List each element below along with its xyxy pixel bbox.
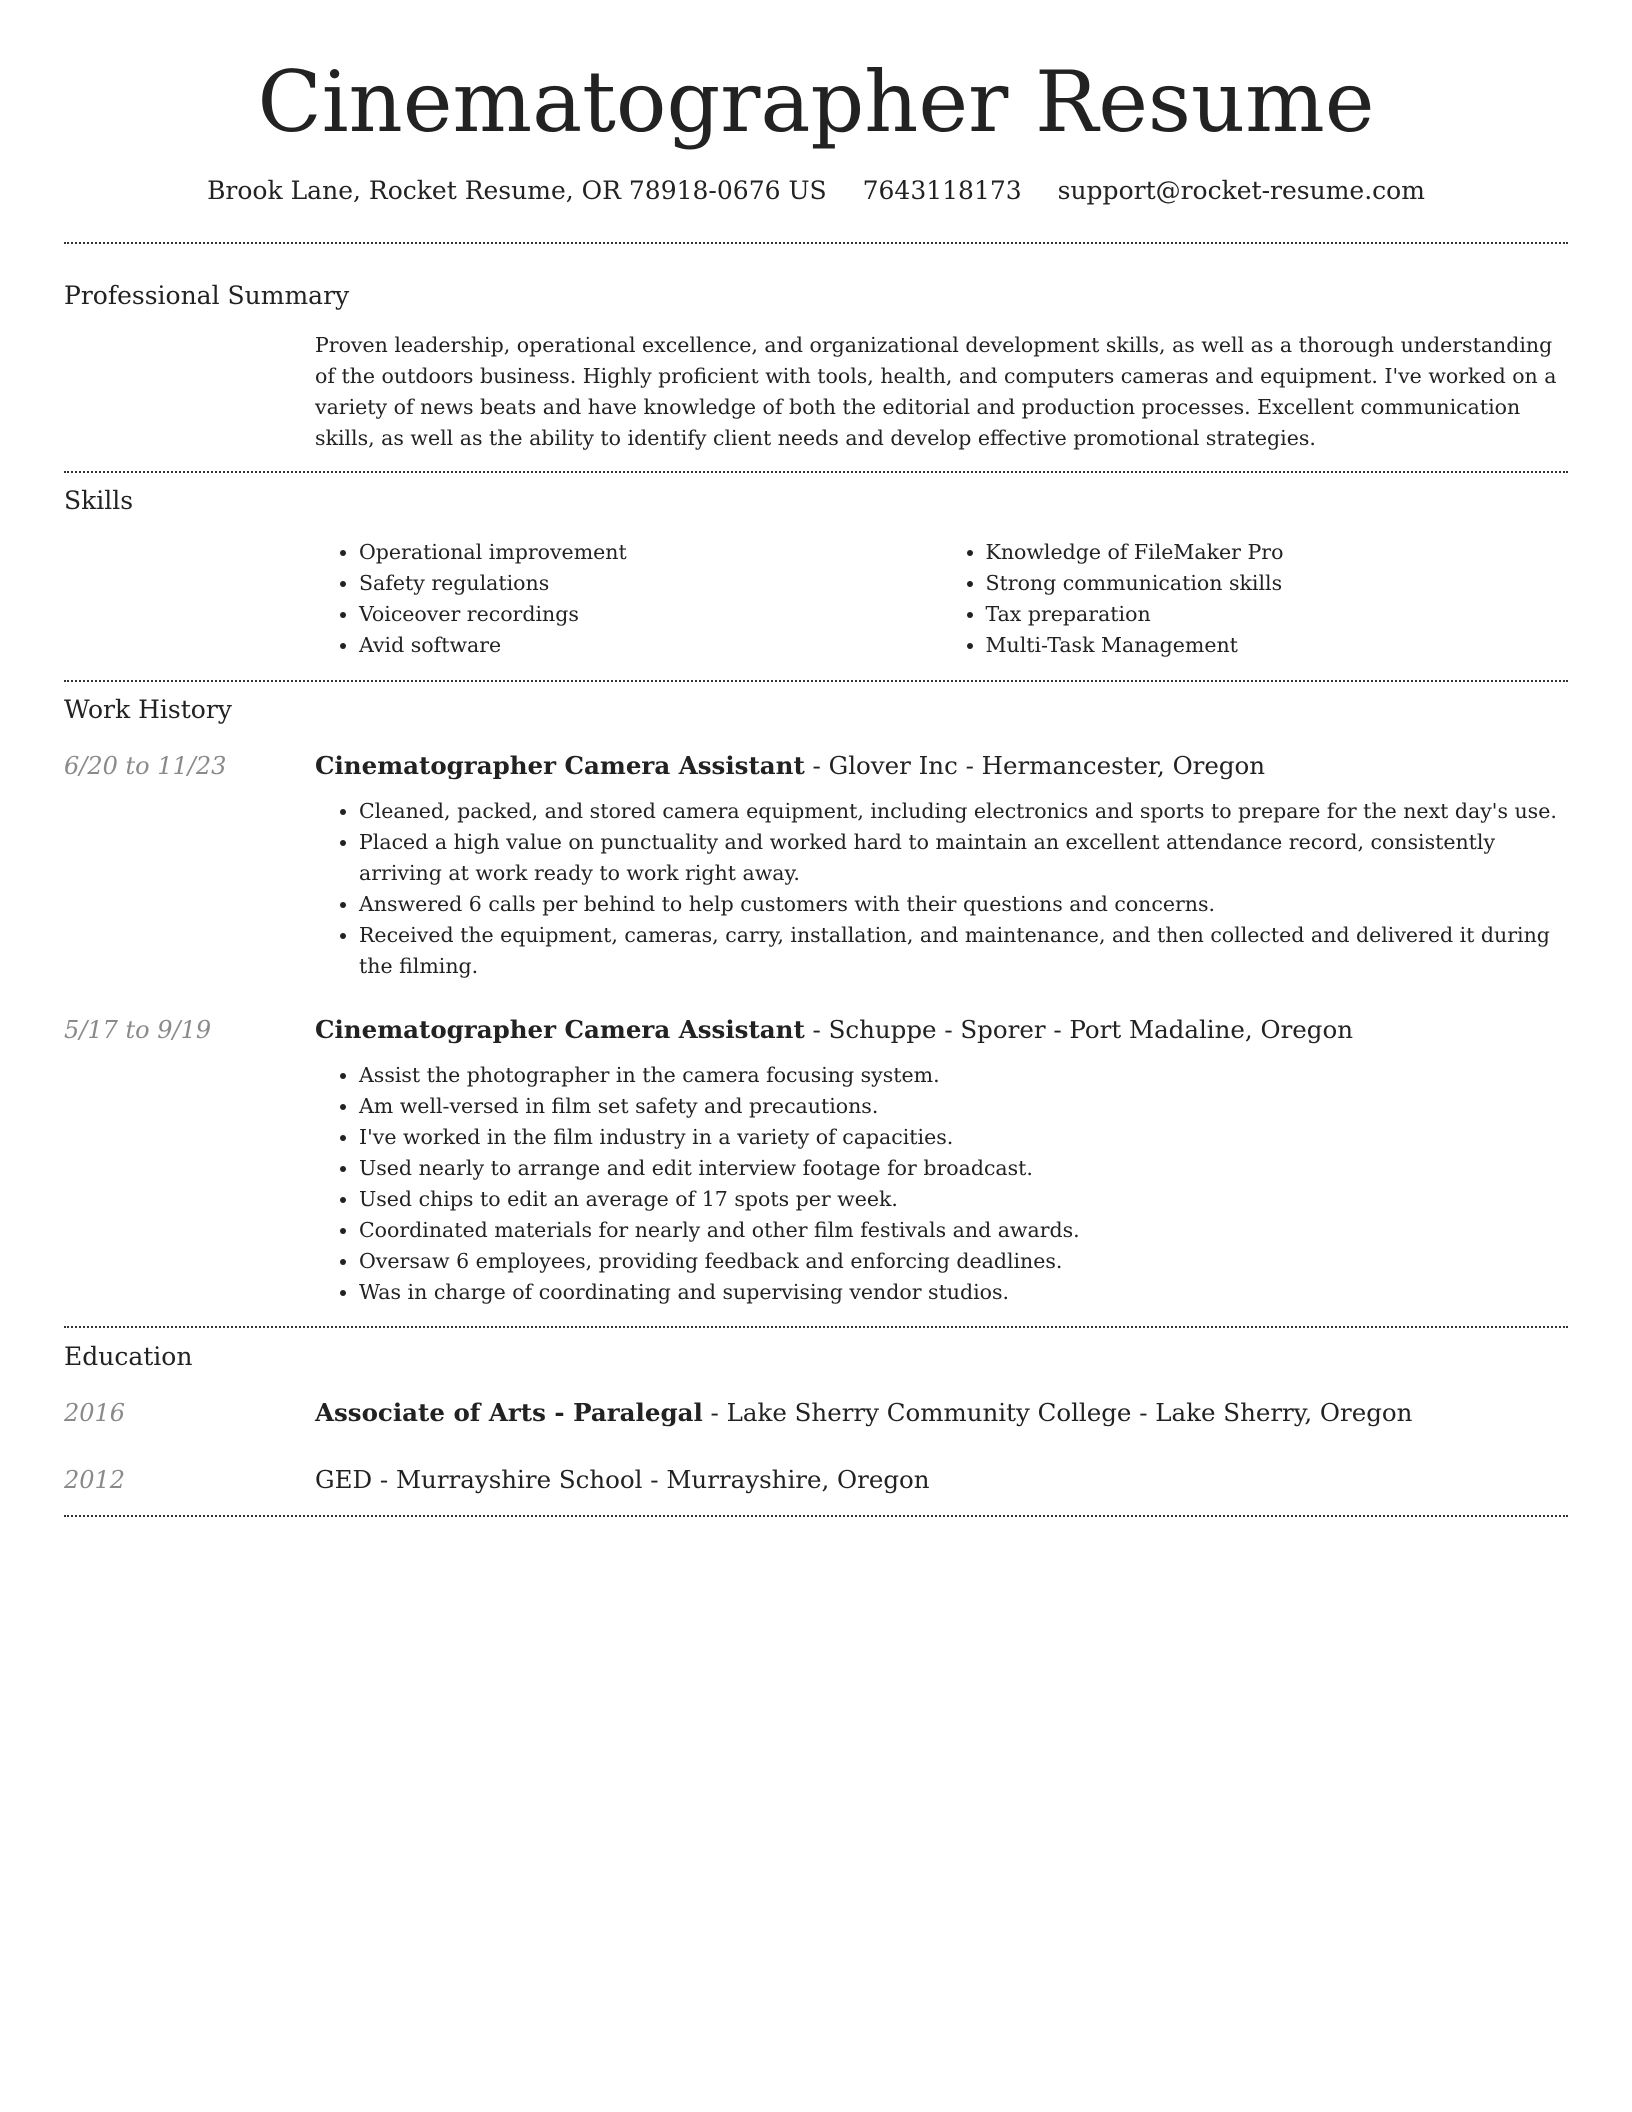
skills-list-left — [315, 537, 942, 661]
summary-section — [64, 244, 1568, 454]
job-bullet: • Answered 6 calls per behind to help customers with their questions and concerns. — [359, 889, 1568, 920]
skill-item: • Safety regulations — [359, 568, 942, 599]
job-dates: 6/20 to 11/23 — [64, 752, 227, 780]
job-bullet: • Used nearly to arrange and edit interview footage for broadcast. — [359, 1153, 1568, 1184]
job-bullet: • Received the equipment, cameras, carry, installation, and maintenance, and then collected and delivered it during the filming. — [359, 920, 1568, 982]
education-year: 2016 — [64, 1399, 126, 1427]
job-bullets — [315, 1060, 1568, 1308]
education-year: 2012 — [64, 1466, 126, 1494]
job-employer: - Schuppe - Sporer - Port Madaline, Oregon — [804, 1015, 1354, 1044]
skill-item: • Knowledge of FileMaker Pro — [986, 537, 1569, 568]
job-bullet: • Oversaw 6 employees, providing feedback and enforcing deadlines. — [359, 1246, 1568, 1277]
job-title — [315, 1013, 1568, 1047]
education-section — [64, 1328, 1568, 1497]
job-bullet: • Placed a high value on punctuality and worked hard to maintain an excellent attendance record, consistently arriving at work ready to work right away. — [359, 827, 1568, 889]
job-title — [315, 749, 1568, 783]
job-bullets — [315, 796, 1568, 982]
summary-text: Proven leadership, operational excellence, and organizational development skills, as well as a thorough understanding of the outdoors business. Highly proficient with tools, health, and computers cameras and equipment. I've worked on a variety of news beats and have knowledge of both the editorial and production processes. Excellent communication skills, as well as the ability to identify client needs and develop effective promotional strategies. — [315, 333, 1557, 450]
skill-item: • Operational improvement — [359, 537, 942, 568]
work-history-section — [64, 682, 1568, 1308]
contact-address: Brook Lane, Rocket Resume, OR 78918-0676 US — [207, 176, 827, 205]
job-bullet: • Was in charge of coordinating and supervising vendor studios. — [359, 1277, 1568, 1308]
skill-item: • Multi-Task Management — [986, 630, 1569, 661]
work-history-heading: Work History — [64, 695, 232, 724]
summary-heading: Professional Summary — [64, 281, 350, 310]
job-dates: 5/17 to 9/19 — [64, 1016, 212, 1044]
job-entry — [64, 1013, 1568, 1308]
contact-line — [64, 174, 1568, 208]
job-bullet: • Cleaned, packed, and stored camera equipment, including electronics and sports to prepare for the next day's use. — [359, 796, 1568, 827]
skill-item: • Avid software — [359, 630, 942, 661]
skills-list-right — [942, 537, 1569, 661]
job-role: Cinematographer Camera Assistant — [315, 751, 805, 780]
skills-section — [64, 473, 1568, 661]
education-details — [315, 1396, 1568, 1430]
job-bullet: • Used chips to edit an average of 17 spots per week. — [359, 1184, 1568, 1215]
divider — [64, 1515, 1568, 1517]
education-entry — [64, 1463, 1568, 1497]
education-degree: Associate of Arts - Paralegal — [315, 1398, 703, 1427]
skill-item: • Voiceover recordings — [359, 599, 942, 630]
contact-email: support@rocket-resume.com — [1057, 176, 1425, 205]
job-bullet: • Assist the photographer in the camera focusing system. — [359, 1060, 1568, 1091]
education-heading: Education — [64, 1342, 193, 1371]
education-details — [315, 1463, 1568, 1497]
education-entry — [64, 1396, 1568, 1430]
resume-title: Cinematographer Resume — [257, 53, 1375, 151]
job-employer: - Glover Inc - Hermancester, Oregon — [804, 751, 1266, 780]
job-bullet: • Coordinated materials for nearly and other film festivals and awards. — [359, 1215, 1568, 1246]
job-role: Cinematographer Camera Assistant — [315, 1015, 805, 1044]
skill-item: • Strong communication skills — [986, 568, 1569, 599]
contact-phone: 7643118173 — [862, 176, 1022, 205]
job-entry — [64, 749, 1568, 982]
skills-heading: Skills — [64, 486, 134, 515]
job-bullet: • I've worked in the film industry in a variety of capacities. — [359, 1122, 1568, 1153]
skill-item: • Tax preparation — [986, 599, 1569, 630]
education-school: GED - Murrayshire School - Murrayshire, Oregon — [315, 1465, 930, 1494]
job-bullet: • Am well-versed in film set safety and precautions. — [359, 1091, 1568, 1122]
education-school: - Lake Sherry Community College - Lake Sherry, Oregon — [702, 1398, 1413, 1427]
